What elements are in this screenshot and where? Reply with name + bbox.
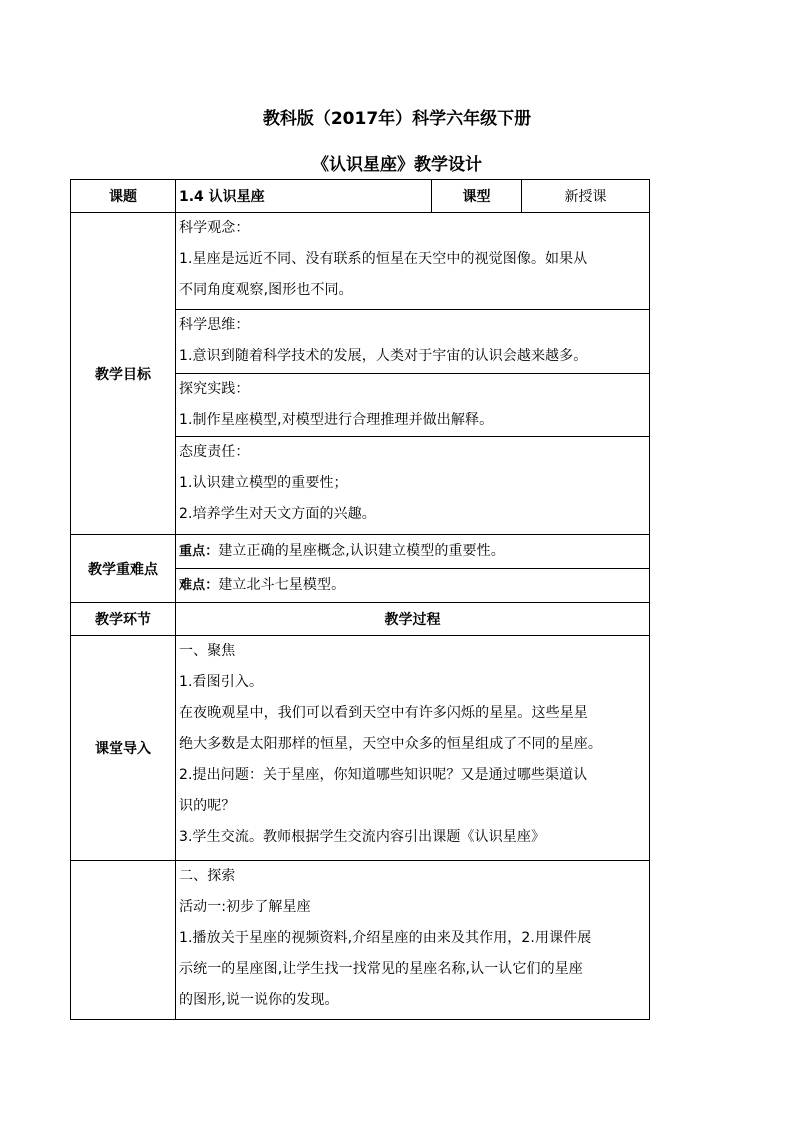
topic-label: 课题 (71, 180, 176, 213)
concept-line: 不同角度观察,图形也不同。 (179, 282, 353, 298)
intro-line: 识的呢？ (179, 798, 236, 814)
practice-title: 探究实践： (179, 381, 250, 397)
document-title: 教科版（2017年）科学六年级下册 (262, 109, 532, 129)
explore-line: 二、探索 (179, 868, 236, 884)
explore-line: 示统一的星座图,让学生找一找常见的星座名称,认一认它们的星座 (179, 961, 583, 977)
hard-point-text: 建立北斗七星模型。 (218, 577, 346, 593)
process-header-row (71, 603, 650, 636)
explore-row (71, 861, 650, 1020)
objective-attitude-cell (176, 437, 650, 535)
topic-row (71, 180, 650, 213)
intro-content (176, 636, 650, 861)
type-value: 新授课 (522, 180, 650, 213)
hard-point-cell (176, 569, 650, 603)
lesson-plan-table (70, 179, 650, 1020)
thinking-line: 1.意识到随着科学技术的发展，人类对于宇宙的认识会越来越多。 (179, 348, 588, 364)
key-point-row (71, 535, 650, 569)
attitude-line: 2.培养学生对天文方面的兴趣。 (179, 506, 376, 522)
stage-header: 教学环节 (71, 603, 176, 636)
explore-line: 的图形,说一说你的发现。 (179, 992, 339, 1008)
process-header: 教学过程 (176, 603, 650, 636)
objective-practice-cell (176, 374, 650, 437)
intro-line: 在夜晚观星中，我们可以看到天空中有许多闪烁的星星。这些星星 (179, 705, 588, 721)
explore-line: 活动一:初步了解星座 (179, 899, 311, 915)
attitude-line: 1.认识建立模型的重要性； (179, 475, 348, 491)
difficulty-label: 教学重难点 (71, 535, 176, 603)
intro-line: 绝大多数是太阳那样的恒星，天空中众多的恒星组成了不同的星座。 (179, 736, 602, 752)
concept-line: 1.星座是远近不同、没有联系的恒星在天空中的视觉图像。如果从 (179, 251, 588, 267)
key-point-cell (176, 535, 650, 569)
objective-thinking-cell (176, 310, 650, 374)
attitude-title: 态度责任： (179, 444, 250, 460)
objective-concept-cell (176, 213, 650, 310)
objectives-label: 教学目标 (71, 213, 176, 535)
type-label: 课型 (432, 180, 522, 213)
thinking-title: 科学思维： (179, 317, 250, 333)
intro-line: 一、聚焦 (179, 643, 236, 659)
intro-line: 2.提出问题：关于星座，你知道哪些知识呢？又是通过哪些渠道认 (179, 767, 588, 783)
explore-label (71, 861, 176, 1020)
hard-point-label: 难点： (179, 578, 219, 593)
objective-concept-row (71, 213, 650, 310)
key-point-text: 建立正确的星座概念,认识建立模型的重要性。 (218, 543, 505, 559)
intro-line: 1.看图引入。 (179, 674, 264, 690)
key-point-label: 重点： (179, 544, 219, 559)
document-subtitle: 《认识星座》教学设计 (312, 155, 482, 175)
explore-line: 1.播放关于星座的视频资料,介绍星座的由来及其作用，2.用课件展 (179, 930, 592, 946)
intro-line: 3.学生交流。教师根据学生交流内容引出课题《认识星座》 (179, 829, 546, 845)
explore-content (176, 861, 650, 1020)
practice-line: 1.制作星座模型,对模型进行合理推理并做出解释。 (179, 412, 494, 428)
intro-row (71, 636, 650, 861)
concept-title: 科学观念： (179, 220, 250, 236)
topic-value: 1.4 认识星座 (176, 180, 432, 213)
intro-label: 课堂导入 (71, 636, 176, 861)
